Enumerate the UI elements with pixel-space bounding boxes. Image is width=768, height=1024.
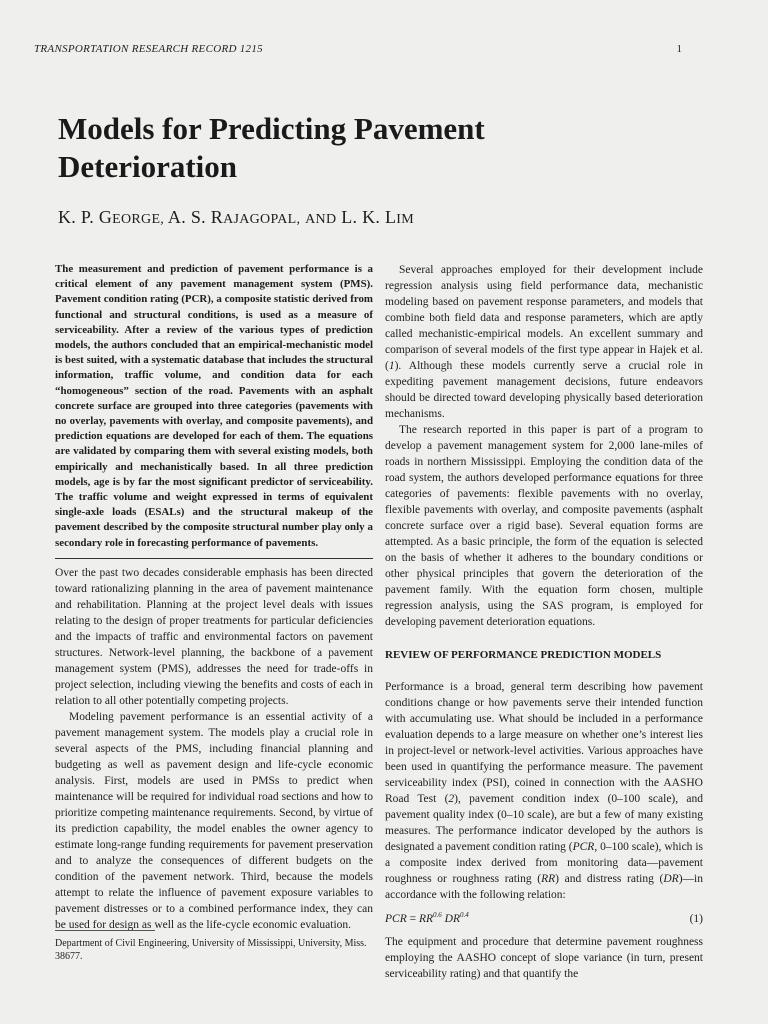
author-3: L. K. LIM — [341, 207, 415, 227]
equation-1 — [385, 911, 703, 927]
left-column — [55, 262, 373, 933]
right-column — [385, 262, 703, 982]
author-2: A. S. RAJAGOPAL, — [167, 207, 301, 227]
body-paragraph: The research reported in this paper is part of a program to develop a pavement management system for 2,000 lane-miles of roads in northern Mississippi. Employing the condition data of the road system, the authors developed performance equations for three categories of pavements: flexible pavements with no overlay, flexible pavements with overlay, and composite pavements (asphalt concrete surface over a rigid base). Several equation forms are attempted. As a basic principle, the form of the equation is selected on the basis of whether it adheres to the boundary conditions or other physical principles that govern the deterioration of the pavement family. With the equation form chosen, multiple regression analysis, using the SAS program, is employed for developing pavement deterioration equations. — [385, 424, 703, 628]
body-paragraph: Modeling pavement performance is an essential activity of a pavement management system. The models play a crucial role in several aspects of the PMS, including financial planning and budgeting as well as pavement design and life-cycle economic analysis. First, models are used in PMSs to predict when maintenance will be required for individual road sections and how to prioritize competing maintenance requirements. Second, by virtue of its prediction capability, the model enables the owner agency to estimate long-range funding requirements for pavement preservation and to analyze the consequences of different budgets on the condition of the pavement network. Third, because the models attempt to relate the influence of pavement exposure variables to pavement distresses or to a combined performance index, they can be used for design as well as the life-cycle economic evaluation. — [55, 710, 373, 931]
author-line — [58, 206, 698, 231]
equation-expression: PCR = $RR^{0.6}$ $DR^{0.4}$ — [385, 911, 469, 925]
running-header-journal: TRANSPORTATION RESEARCH RECORD 1215 — [34, 43, 263, 55]
body-paragraph: Over the past two decades considerable emphasis has been directed toward rationalizing planning in the area of pavement maintenance and rehabilitation. Planning at the project level deals with issues relating to the design of proper treatments for particular deficiencies and the impacts of traffic and environmental factors on pavement structures. Network-level planning, the backbone of a pavement management system (PMS), addresses the need for trade-offs in project selection, including viewing the benefits and costs of each in relation to all other potentially competing projects. — [55, 566, 373, 707]
equation-number: (1) — [689, 913, 703, 925]
affiliation-footnote: Department of Civil Engineering, University of Mississippi, University, Miss. 38677. — [55, 938, 367, 962]
body-paragraph: The equipment and procedure that determine pavement roughness employing the AASHO concept of slope variance (in turn, present serviceability rating) and that quantify the — [385, 936, 703, 980]
section-heading: REVIEW OF PERFORMANCE PREDICTION MODELS — [385, 649, 662, 661]
body-paragraph: Several approaches employed for their development include regression analysis using field performance data, mechanistic modeling based on pavement response parameters, and models that combine both field data and response parameters, which are aptly called mechanistic-empirical models. An excellent summary and comparison of several models of the first type appear in Hajek et al. (1). Although these models currently serve a crucial role in expediting pavement management decisions, future endeavors should be directed toward developing physically based deterioration mechanisms. — [385, 264, 703, 420]
author-1: K. P. GEORGE, — [58, 207, 165, 227]
abstract-divider — [55, 558, 373, 559]
page-number: 1 — [676, 43, 682, 55]
body-paragraph: Performance is a broad, general term describing how pavement conditions change or how pavements serve their intended function with accumulating use. What should be included in a performance evaluation depends to a large measure on whether one’s interest lies in project-level or network-level activities. Various approaches have been used in quantifying the performance measure. The pavement serviceability index (PSI), coined in connection with the AASHO Road Test (2), pavement condition index (0–100 scale), and pavement quality index (0–10 scale), are but a few of many existing measures. The performance indicator developed by the authors is designated a pavement condition rating (PCR, 0–100 scale), which is a composite index derived from monitoring data—pavement roughness or roughness rating (RR) and distress rating (DR)—in accordance with the following relation: — [385, 681, 703, 901]
footnote-divider — [55, 930, 155, 931]
abstract: The measurement and prediction of pavement performance is a critical element of any pavement management system (PMS). Pavement condition rating (PCR), a composite statistic derived from functional and structural conditions, is used as a measure of serviceability. After a review of the various types of prediction models, the authors concluded that an empirical-mechanistic model is best suited, with a systematic database that includes the structural information, traffic volume, and condition data for each “homogeneous” section of the road. Pavements with an asphalt concrete surface are grouped into three categories (pavements with no overlay, pavements with overlay, and composite pavements), and prediction equations are developed for each of them. The equations are validated by comparing them with several existing models, both empirically and mechanistically based. In all three prediction models, age is by far the most significant predictor of serviceability. The traffic volume and weight expressed in terms of equivalent single-axle loads (ESALs) and the structural makeup of the pavement described by the composite structural number play only a secondary role in forecasting performance of pavements. — [55, 263, 373, 549]
article-title: Models for Predicting Pavement Deterioration — [58, 111, 485, 184]
author-connector: AND — [305, 212, 337, 227]
